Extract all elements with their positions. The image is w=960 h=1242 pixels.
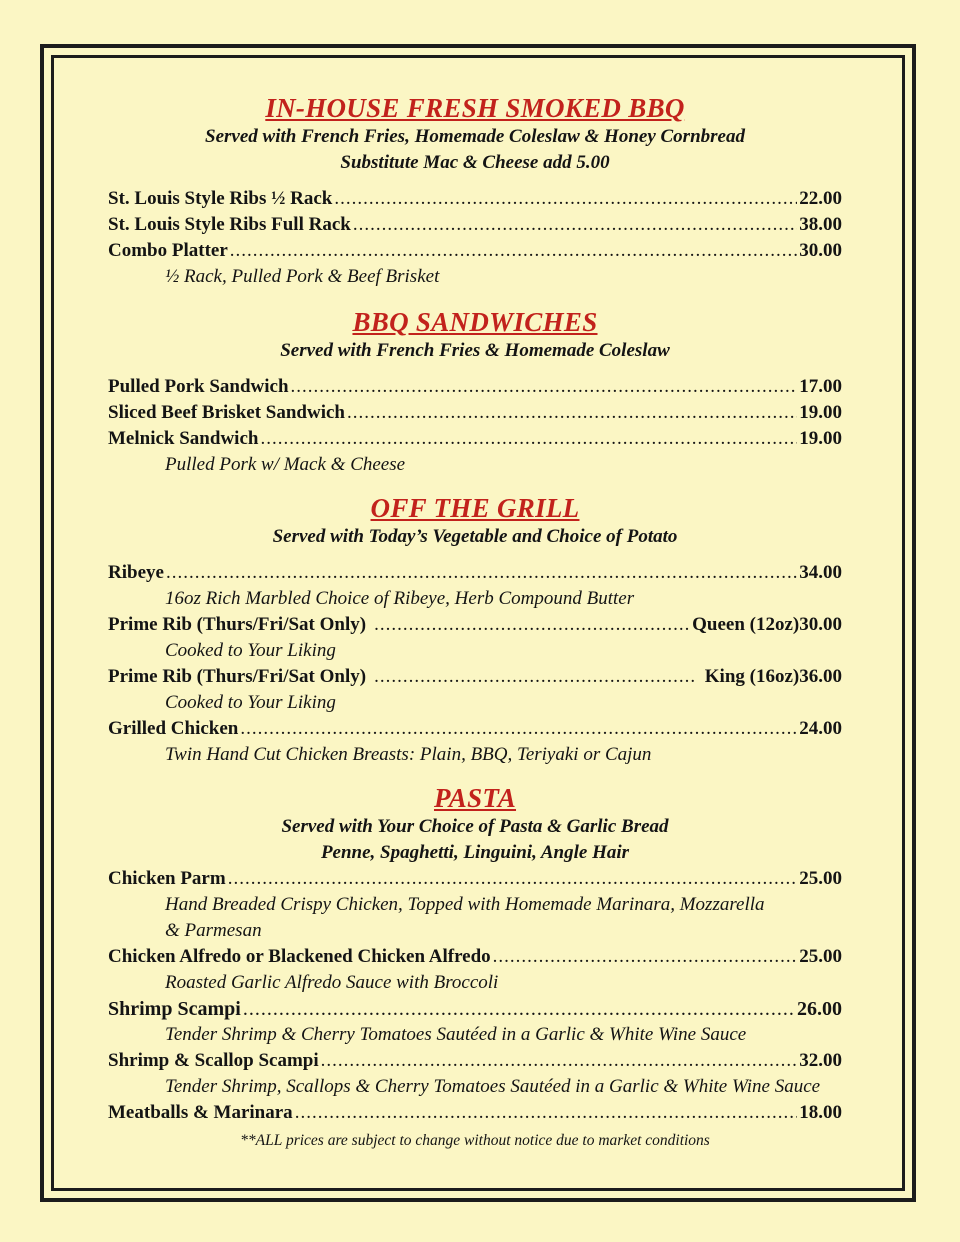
menu-item [108,944,842,970]
dot-leader [353,212,797,238]
dot-leader [374,664,697,690]
dot-leader [291,374,798,400]
menu-item [108,866,842,892]
item-price: Queen (12oz)30.00 [692,614,842,635]
menu-item [108,560,842,586]
menu-content [108,92,842,1150]
item-description: Twin Hand Cut Chicken Breasts: Plain, BBQ, Teriyaki or Cajun [165,744,652,765]
item-name: Sliced Beef Brisket Sandwich [108,402,345,423]
price-disclaimer: **ALL prices are subject to change without notice due to market conditions [240,1132,710,1149]
item-name: Combo Platter [108,240,228,261]
item-description: Hand Breaded Crispy Chicken, Topped with Homemade Marinara, Mozzarella & Parmesan [165,894,765,941]
section-subtitle: Served with Your Choice of Pasta & Garlic Bread [281,816,669,837]
item-price: 25.00 [799,868,842,889]
menu-item [108,186,842,212]
item-price: 25.00 [799,946,842,967]
dot-leader [493,944,798,970]
section-title: BBQ SANDWICHES [352,307,598,337]
dot-leader [230,238,797,264]
item-price: 19.00 [799,428,842,449]
dot-leader [243,996,795,1022]
item-description: Roasted Garlic Alfredo Sauce with Broccoli [165,972,499,993]
dot-leader [334,186,797,212]
item-name: Shrimp & Scallop Scampi [108,1050,319,1071]
menu-item [108,996,842,1022]
item-name: Chicken Alfredo or Blackened Chicken Alfredo [108,946,491,967]
item-price: 22.00 [799,188,842,209]
dot-leader [240,716,797,742]
item-price: 17.00 [799,376,842,397]
dot-leader [321,1048,798,1074]
item-name: St. Louis Style Ribs Full Rack [108,214,351,235]
item-name: Chicken Parm [108,868,226,889]
item-price: 24.00 [799,718,842,739]
item-description: Tender Shrimp & Cherry Tomatoes Sautéed in a Garlic & White Wine Sauce [165,1024,747,1045]
item-description: 16oz Rich Marbled Choice of Ribeye, Herb Compound Butter [165,588,635,609]
item-name: Prime Rib (Thurs/Fri/Sat Only) [108,666,367,687]
item-name: Ribeye [108,562,164,583]
section-subtitle: Substitute Mac & Cheese add 5.00 [340,152,610,173]
menu-item [108,1048,842,1074]
item-description: ½ Rack, Pulled Pork & Beef Brisket [165,266,440,287]
section-smoked-bbq [108,92,842,290]
item-description: Pulled Pork w/ Mack & Cheese [165,454,406,475]
item-price: 38.00 [799,214,842,235]
item-price: 19.00 [799,402,842,423]
dot-leader [166,560,797,586]
section-title: IN-HOUSE FRESH SMOKED BBQ [265,93,685,123]
section-pasta [108,782,842,1126]
item-name: Shrimp Scampi [108,998,241,1020]
dot-leader [260,426,797,452]
item-price: 32.00 [799,1050,842,1071]
dot-leader [295,1100,798,1126]
section-title: OFF THE GRILL [370,493,580,523]
item-name: Grilled Chicken [108,718,239,739]
menu-item [108,238,842,264]
section-subtitle: Served with French Fries & Homemade Coleslaw [280,340,670,361]
item-description: Cooked to Your Liking [165,640,336,661]
item-name: Meatballs & Marinara [108,1102,293,1123]
dot-leader [374,612,690,638]
section-subtitle: Penne, Spaghetti, Linguini, Angle Hair [320,842,630,863]
menu-item [108,716,842,742]
item-name: St. Louis Style Ribs ½ Rack [108,188,333,209]
menu-item [108,1100,842,1126]
item-description: Cooked to Your Liking [165,692,336,713]
item-description: Tender Shrimp, Scallops & Cherry Tomatoes Sautéed in a Garlic & White Wine Sauce [165,1076,821,1097]
menu-item [108,374,842,400]
item-price: 26.00 [797,998,842,1020]
dot-leader [347,400,797,426]
section-title: PASTA [433,783,517,813]
menu-item [108,612,842,638]
section-subtitle: Served with Today’s Vegetable and Choice of Potato [272,526,678,547]
item-price: 18.00 [799,1102,842,1123]
menu-item [108,400,842,426]
item-price: 34.00 [799,562,842,583]
item-price: King (16oz)36.00 [704,666,842,687]
menu-item [108,664,842,690]
item-name: Melnick Sandwich [108,428,259,449]
dot-leader [228,866,798,892]
section-off-the-grill [108,492,842,768]
section-subtitle: Served with French Fries, Homemade Coleslaw & Honey Cornbread [205,126,745,147]
item-name: Pulled Pork Sandwich [108,376,289,397]
item-name: Prime Rib (Thurs/Fri/Sat Only) [108,614,367,635]
section-bbq-sandwiches [108,306,842,478]
item-price: 30.00 [799,240,842,261]
menu-item [108,212,842,238]
menu-item [108,426,842,452]
